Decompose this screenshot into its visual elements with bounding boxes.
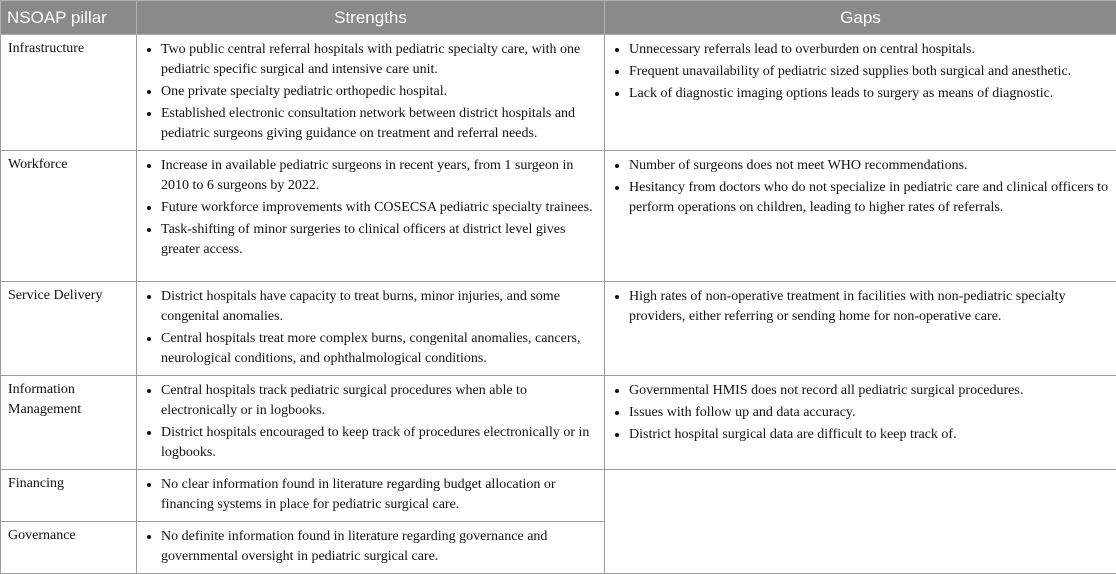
gaps-cell — [605, 282, 1116, 376]
strengths-list — [143, 155, 598, 260]
list-item: • Increase in available pediatric surgeons in recent years, from 1 surgeon in 2010 to 6 surgeons by 2022. — [161, 155, 598, 196]
table-header — [1, 1, 1116, 35]
header-row — [1, 1, 1116, 35]
list-item: • No definite information found in literature regarding governance and governmental oversight in pediatric surgical care. — [161, 526, 598, 567]
strengths-cell — [137, 282, 605, 376]
list-item: • Hesitancy from doctors who do not specialize in pediatric care and clinical officers to perform operations on children, leading to higher rates of referrals. — [629, 177, 1110, 218]
pillar-cell: Infrastructure — [1, 35, 137, 151]
header-gaps: Gaps — [605, 1, 1116, 35]
gaps-list — [611, 39, 1110, 104]
list-item: • District hospital surgical data are difficult to keep track of. — [629, 424, 1110, 445]
pillar-cell: Information Management — [1, 376, 137, 470]
pillar-cell: Financing — [1, 470, 137, 522]
list-item: • District hospitals have capacity to treat burns, minor injuries, and some congenital anomalies. — [161, 286, 598, 327]
strengths-list — [143, 474, 598, 515]
table-row — [1, 470, 1116, 522]
header-strengths: Strengths — [137, 1, 605, 35]
list-item: • Task-shifting of minor surgeries to clinical officers at district level gives greater access. — [161, 219, 598, 260]
list-item: • Governmental HMIS does not record all pediatric surgical procedures. — [629, 380, 1110, 401]
strengths-cell — [137, 522, 605, 574]
strengths-list — [143, 380, 598, 463]
list-item: • Two public central referral hospitals with pediatric specialty care, with one pediatric specific surgical and intensive care unit. — [161, 39, 598, 80]
strengths-cell — [137, 376, 605, 470]
list-item: • Established electronic consultation network between district hospitals and pediatric surgeons giving guidance on treatment and referral needs. — [161, 103, 598, 144]
gaps-list — [611, 380, 1110, 445]
list-item: • Frequent unavailability of pediatric sized supplies both surgical and anesthetic. — [629, 61, 1110, 82]
list-item: • High rates of non-operative treatment in facilities with non-pediatric specialty providers, either referring or sending home for non-operative care. — [629, 286, 1110, 327]
pillar-cell: Governance — [1, 522, 137, 574]
list-item: • Future workforce improvements with COSECSA pediatric specialty trainees. — [161, 197, 598, 218]
gaps-cell — [605, 151, 1116, 282]
header-pillar: NSOAP pillar — [1, 1, 137, 35]
gaps-cell — [605, 376, 1116, 470]
list-item: • Issues with follow up and data accuracy. — [629, 402, 1110, 423]
list-item: • District hospitals encouraged to keep track of procedures electronically or in logbooks. — [161, 422, 598, 463]
pillar-cell: Service Delivery — [1, 282, 137, 376]
list-item: • Lack of diagnostic imaging options leads to surgery as means of diagnostic. — [629, 83, 1110, 104]
list-item: • One private specialty pediatric orthopedic hospital. — [161, 81, 598, 102]
list-item: • Central hospitals treat more complex burns, congenital anomalies, cancers, neurological conditions, and ophthalmological conditions. — [161, 328, 598, 369]
strengths-list — [143, 286, 598, 369]
strengths-cell — [137, 151, 605, 282]
strengths-cell — [137, 35, 605, 151]
table-row — [1, 35, 1116, 151]
table-row — [1, 282, 1116, 376]
gaps-list — [611, 155, 1110, 218]
list-item: • Unnecessary referrals lead to overburden on central hospitals. — [629, 39, 1110, 60]
list-item: • Central hospitals track pediatric surgical procedures when able to electronically or in logbooks. — [161, 380, 598, 421]
gaps-cell-empty — [605, 470, 1116, 574]
gaps-list — [611, 286, 1110, 327]
strengths-cell — [137, 470, 605, 522]
gaps-cell — [605, 35, 1116, 151]
table-row — [1, 151, 1116, 282]
list-item: • No clear information found in literature regarding budget allocation or financing systems in place for pediatric surgical care. — [161, 474, 598, 515]
table-row — [1, 376, 1116, 470]
strengths-list — [143, 39, 598, 144]
list-item: • Number of surgeons does not meet WHO recommendations. — [629, 155, 1110, 176]
strengths-list — [143, 526, 598, 567]
pillar-cell: Workforce — [1, 151, 137, 282]
